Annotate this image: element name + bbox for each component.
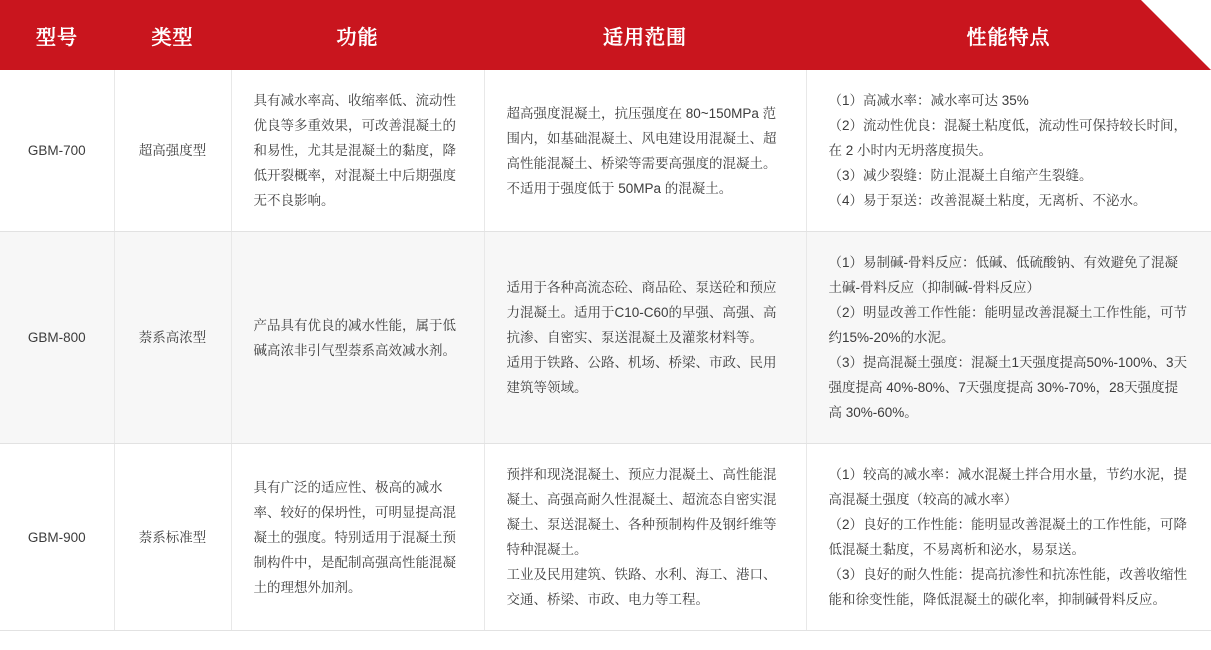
scope-paragraph: 适用于铁路、公路、机场、桥梁、市政、民用建筑等领域。 [506,355,777,395]
cell-features [806,232,1211,444]
scope-paragraph: 工业及民用建筑、铁路、水利、海工、港口、交通、桥梁、市政、电力等工程。 [506,567,777,607]
table-row [0,232,1211,444]
cell-function [231,444,484,631]
table-header-row [0,0,1211,70]
cell-scope [484,232,806,444]
scope-paragraph: 预拌和现浇混凝土、预应力混凝土、高性能混凝土、高强高耐久性混凝土、超流态自密实混凝土、泵送混凝土、各种预制构件及钢纤维等特种混凝土。 [506,467,777,557]
scope-paragraph: 超高强度混凝土，抗压强度在 80~150MPa 范围内，如基础混凝土、风电建设用混凝土、超高性能混凝土、桥梁等需要高强度的混凝土。 [506,105,777,171]
feature-item: （3）减少裂缝：防止混凝土自缩产生裂缝。 [828,168,1093,183]
cell-model: GBM-800 [0,232,114,444]
function-paragraph: 具有减水率高、收缩率低、流动性优良等多重效果，可改善混凝土的和易性，尤其是混凝土的黏度，降低开裂概率，对混凝土中后期强度无不良影响。 [253,93,456,208]
cell-scope [484,444,806,631]
cell-type: 萘系高浓型 [114,232,231,444]
cell-function [231,70,484,232]
column-header-model: 型号 [0,0,114,70]
feature-item: （2）流动性优良：混凝土粘度低，流动性可保持较长时间，在 2 小时内无坍落度损失。 [828,118,1188,158]
feature-item: （3）良好的耐久性能：提高抗渗性和抗冻性能，改善收缩性能和徐变性能，降低混凝土的碳化率，抑制碱骨料反应。 [828,567,1188,607]
cell-scope [484,70,806,232]
cell-function [231,232,484,444]
function-paragraph: 产品具有优良的减水性能，属于低碱高浓非引气型萘系高效减水剂。 [253,317,456,358]
function-paragraph: 具有广泛的适应性、极高的减水率、较好的保坍性，可明显提高混凝土的强度。特别适用于混凝土预制构件中，是配制高强高性能混凝土的理想外加剂。 [253,479,456,595]
feature-item: （2）明显改善工作性能：能明显改善混凝土工作性能，可节约15%-20%的水泥。 [828,305,1188,345]
column-header-function: 功能 [231,0,484,70]
feature-item: （3）提高混凝土强度：混凝土1天强度提高50%-100%、3天强度提高 40%-80%、7天强度提高 30%-70%，28天强度提高 30%-60%。 [828,355,1188,420]
table-row [0,70,1211,232]
feature-item: （1）高减水率：减水率可达 35% [828,93,1029,108]
cell-model: GBM-700 [0,70,114,232]
column-header-features: 性能特点 [806,0,1211,70]
feature-item: （1）较高的减水率：减水混凝土拌合用水量，节约水泥，提高混凝土强度（较高的减水率） [828,467,1188,507]
cell-type: 萘系标准型 [114,444,231,631]
cell-type: 超高强度型 [114,70,231,232]
column-header-type: 类型 [114,0,231,70]
cell-features [806,70,1211,232]
scope-paragraph: 不适用于强度低于 50MPa 的混凝土。 [506,180,733,196]
table-row [0,444,1211,631]
scope-paragraph: 适用于各种高流态砼、商品砼、泵送砼和预应力混凝土。适用于C10-C60的早强、高强、高抗渗、自密实、泵送混凝土及灌浆材料等。 [506,280,777,345]
feature-item: （4）易于泵送：改善混凝土粘度，无离析、不泌水。 [828,193,1147,208]
table-header [0,0,1211,70]
cell-model: GBM-900 [0,444,114,631]
feature-item: （1）易制碱-骨料反应：低碱、低硫酸钠、有效避免了混凝土碱-骨料反应（抑制碱-骨料反应） [828,255,1179,295]
table-body [0,70,1211,631]
column-header-scope: 适用范围 [484,0,806,70]
cell-features [806,444,1211,631]
feature-item: （2）良好的工作性能：能明显改善混凝土的工作性能，可降低混凝土黏度，不易离析和泌水，易泵送。 [828,517,1188,557]
